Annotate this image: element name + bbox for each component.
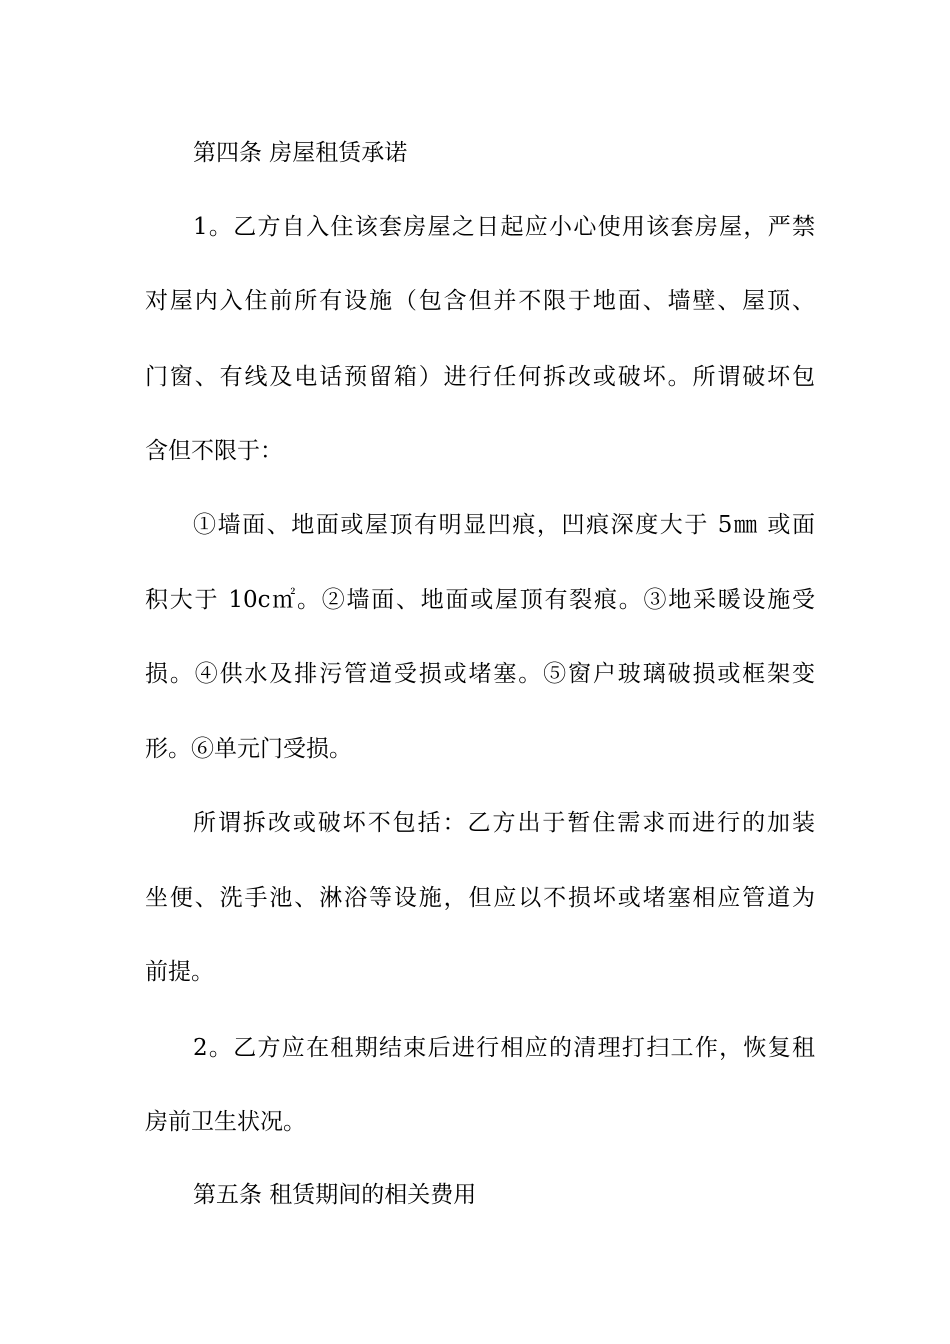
paragraph-line: 房前卫生状况。 — [145, 1109, 306, 1135]
paragraph-line: 1。乙方自入住该套房屋之日起应小心使用该套房屋，严禁 — [193, 214, 815, 240]
paragraph-line: 对屋内入住前所有设施（包含但并不限于地面、墙壁、屋顶、 — [145, 288, 815, 314]
paragraph-line: 所谓拆改或破坏不包括：乙方出于暂住需求而进行的加装 — [193, 810, 815, 836]
paragraph-line: 门窗、有线及电话预留箱）进行任何拆改或破坏。所谓破坏包 — [145, 364, 815, 390]
paragraph-line: 含但不限于： — [145, 438, 283, 464]
section-heading-article-4: 第四条 房屋租赁承诺 — [193, 140, 408, 166]
section-heading-article-5: 第五条 租赁期间的相关费用 — [193, 1182, 477, 1208]
paragraph-line: ①墙面、地面或屋顶有明显凹痕，凹痕深度大于 5㎜ 或面 — [193, 512, 815, 538]
paragraph-line: 2。乙方应在租期结束后进行相应的清理打扫工作，恢复租 — [193, 1035, 815, 1061]
paragraph-line: 损。④供水及排污管道受损或堵塞。⑤窗户玻璃破损或框架变 — [145, 661, 815, 687]
paragraph-line: 积大于 10c㎡。②墙面、地面或屋顶有裂痕。③地采暖设施受 — [145, 587, 815, 613]
paragraph-line: 形。⑥单元门受损。 — [145, 736, 352, 762]
paragraph-line: 坐便、洗手池、淋浴等设施，但应以不损坏或堵塞相应管道为 — [145, 885, 815, 911]
paragraph-line: 前提。 — [145, 959, 214, 985]
